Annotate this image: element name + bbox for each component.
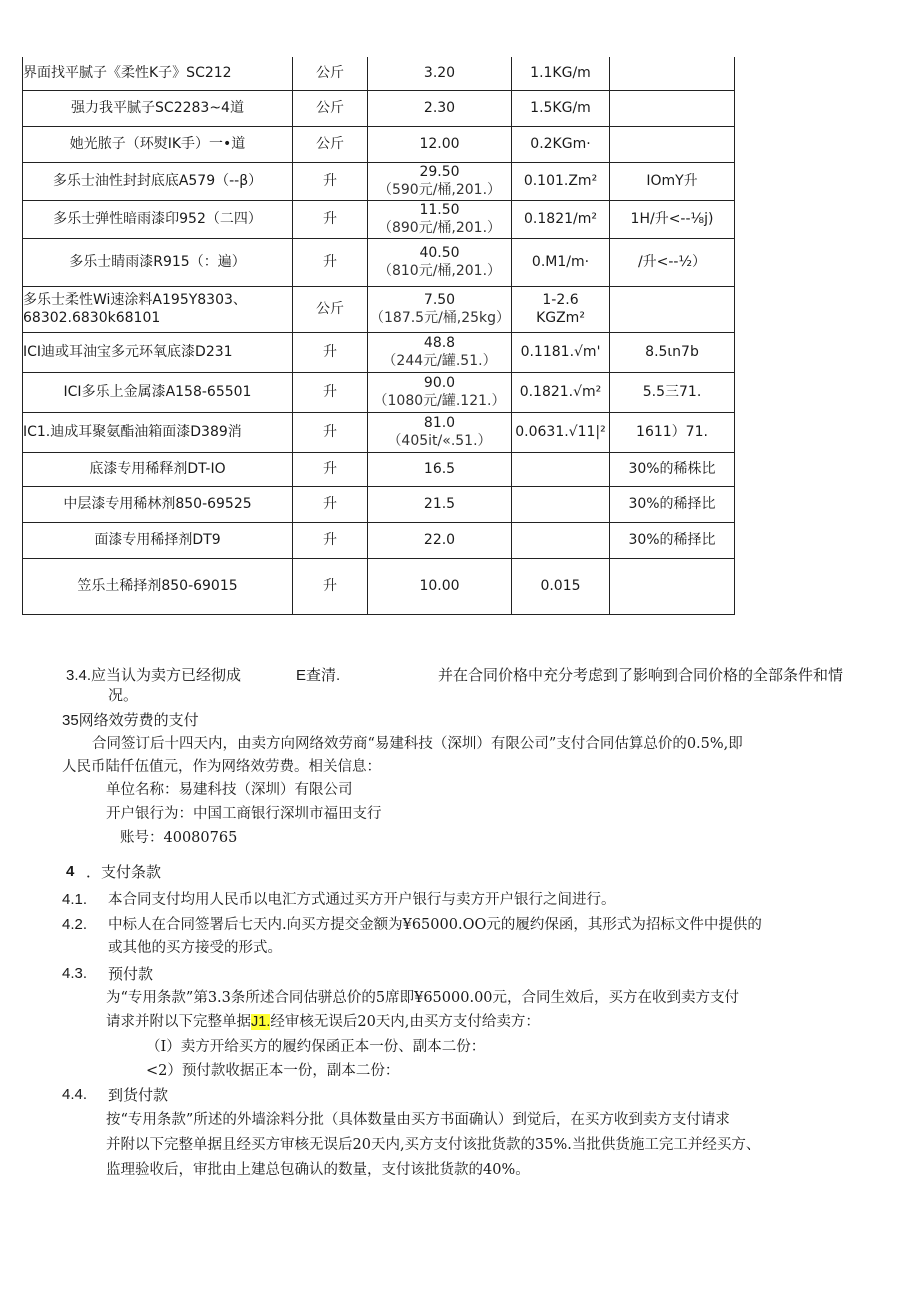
clause-4-4-text-line2: 并附以下完整单据且经买方审核无误后20天内,买方支付该批货款的35%.当批供货施工完工并经买方、 xyxy=(106,1137,761,1153)
price-package-note: （590元/桶,201.） xyxy=(377,182,502,198)
unit-value: 公斤 xyxy=(316,65,344,82)
note-value: 1H/升<--⅛j) xyxy=(630,211,714,227)
usage-value: 0.1181.√m' xyxy=(520,344,601,360)
clause-3-4-line2: 况。 xyxy=(108,687,139,704)
clause-4-4-title: 到货付款 xyxy=(108,1086,169,1104)
material-name-cell xyxy=(23,90,293,126)
material-name-cell xyxy=(23,452,293,486)
clause-4-3-title: 预付款 xyxy=(108,965,154,983)
price-cell xyxy=(368,412,512,452)
materials-price-table xyxy=(22,57,735,615)
table-row xyxy=(23,126,735,162)
unit-cell xyxy=(293,452,368,486)
unit-value: 升 xyxy=(323,173,337,189)
usage-value: 0.2KGm· xyxy=(530,136,591,152)
payee-unit-name: 单位名称：易建科技（深圳）有限公司 xyxy=(106,782,353,798)
unit-value: 升 xyxy=(323,344,337,360)
note-value: IOmY升 xyxy=(646,173,698,189)
table-row xyxy=(23,412,735,452)
price-package-note: （244元/罐.51.） xyxy=(382,353,497,369)
usage-cell xyxy=(512,372,610,412)
table-row xyxy=(23,200,735,238)
price-cell xyxy=(368,558,512,614)
unit-value: 升 xyxy=(323,532,337,548)
payee-account: 账号：40080765 xyxy=(120,830,238,846)
note-value: 30%的稀株比 xyxy=(628,461,716,477)
note-cell xyxy=(610,126,735,162)
usage-cell xyxy=(512,162,610,200)
material-name: 多乐士睛雨漆R915（：遍） xyxy=(69,254,246,270)
table-row xyxy=(23,558,735,614)
note-cell xyxy=(610,558,735,614)
usage-value-line2: KGZm² xyxy=(536,310,585,326)
unit-cell xyxy=(293,486,368,522)
price-cell xyxy=(368,486,512,522)
material-name: 底漆专用稀释剂DT-IO xyxy=(89,461,226,477)
usage-value: 0.M1/m· xyxy=(531,254,590,270)
price-value: 11.50 xyxy=(419,202,460,218)
price-package-note: （405it/«.51.） xyxy=(387,433,492,449)
unit-value: 升 xyxy=(323,211,337,227)
usage-cell xyxy=(512,238,610,286)
note-cell xyxy=(610,162,735,200)
price-package-note: （810元/桶,201.） xyxy=(377,263,502,279)
material-name-cell xyxy=(23,57,293,90)
material-name: 强力我平腻子SC2283~4道 xyxy=(71,100,244,116)
clause-4-2-number: 4.2. xyxy=(62,916,88,933)
material-name-cell xyxy=(23,286,293,332)
table-row xyxy=(23,162,735,200)
material-name: 中层漆专用稀林剂850-69525 xyxy=(63,496,252,512)
material-name: 多乐士柔性Wi速涂料A195Y8303、 xyxy=(23,292,247,308)
price-value: 29.50 xyxy=(419,164,460,180)
note-cell xyxy=(610,486,735,522)
unit-value: 升 xyxy=(323,461,337,477)
price-value: 48.8 xyxy=(423,335,456,351)
price-cell xyxy=(368,57,512,90)
unit-value: 升 xyxy=(323,424,337,440)
usage-cell xyxy=(512,126,610,162)
price-value: 10.00 xyxy=(419,578,460,594)
usage-cell xyxy=(512,522,610,558)
clause-3-4-line1c: 并在合同价格中充分考虑到了影响到合同价格的全部条件和情 xyxy=(438,667,844,684)
highlighted-text: J1. xyxy=(251,1014,271,1030)
unit-value: 公斤 xyxy=(316,136,344,152)
material-name: 面漆专用稀择剂DT9 xyxy=(94,532,221,548)
unit-cell xyxy=(293,162,368,200)
clause-4-4-text-line3: 监理验收后，审批由上建总包确认的数量，支付该批货款的40%。 xyxy=(106,1162,530,1178)
table-row xyxy=(23,90,735,126)
price-cell xyxy=(368,200,512,238)
price-package-note: （187.5元/桶,25kg） xyxy=(370,310,511,326)
price-cell xyxy=(368,126,512,162)
price-cell xyxy=(368,90,512,126)
price-cell xyxy=(368,522,512,558)
note-value: 30%的稀择比 xyxy=(628,496,716,512)
price-value: 12.00 xyxy=(419,136,460,152)
price-cell xyxy=(368,452,512,486)
price-value: 2.30 xyxy=(423,100,456,116)
clause-4-2-text-line2: 或其他的买方接受的形式。 xyxy=(108,940,282,956)
unit-cell xyxy=(293,522,368,558)
clause-4-3-number: 4.3. xyxy=(62,965,88,982)
note-value: 8.5ιn7b xyxy=(645,344,699,360)
unit-cell xyxy=(293,286,368,332)
material-name: 界面找平腻子《柔性K子》SC212 xyxy=(23,65,232,82)
usage-value: 0.1821/m² xyxy=(524,211,597,227)
table-row xyxy=(23,238,735,286)
usage-cell xyxy=(512,200,610,238)
price-value: 81.0 xyxy=(423,415,456,431)
material-name-cell xyxy=(23,558,293,614)
price-value: 7.50 xyxy=(423,292,456,308)
usage-cell xyxy=(512,90,610,126)
clause-4-3-text-line1: 为“专用条款”第3.3条所述合同估骈总价的5席即¥65000.00元，合同生效后，买方在收到卖方支付 xyxy=(106,990,740,1006)
clause-4-2-text-line1: 中标人在合同签署后七天内.向买方提交金额为¥65000.OO元的履约保函，其形式为招标文件中提供的 xyxy=(108,917,762,933)
usage-cell xyxy=(512,412,610,452)
section-4-title: ．支付条款 xyxy=(86,863,162,881)
price-value: 90.0 xyxy=(423,375,456,391)
material-name-cell xyxy=(23,522,293,558)
section-3-5-title: 35网络效劳费的支付 xyxy=(62,712,199,729)
material-name-cell xyxy=(23,412,293,452)
note-cell xyxy=(610,238,735,286)
price-cell xyxy=(368,162,512,200)
clause-4-1-number: 4.1. xyxy=(62,891,88,908)
material-name-cell xyxy=(23,126,293,162)
usage-value: 1.1KG/m xyxy=(530,65,591,82)
note-cell xyxy=(610,57,735,90)
unit-value: 公斤 xyxy=(316,301,344,317)
material-name: 多乐士油性封封底底A579（--β） xyxy=(52,173,263,189)
clause-4-3-item2: <2）预付款收据正本一份，副本二份： xyxy=(146,1063,400,1079)
material-name: ICI多乐上金属漆A158-65501 xyxy=(63,384,252,400)
material-name: IC1.迪成耳聚氨酯油箱面漆D389消 xyxy=(23,424,242,440)
clause-4-1-text: 本合同支付均用人民币以电汇方式通过买方开户银行与卖方开户银行之间进行。 xyxy=(108,892,616,908)
section-4-number: 4 xyxy=(66,863,75,880)
note-cell xyxy=(610,286,735,332)
price-cell xyxy=(368,372,512,412)
table-row xyxy=(23,332,735,372)
note-cell xyxy=(610,522,735,558)
clause-4-3-text-line2: 请求并附以下完整单据J1.经审核无误后20天内,由买方支付给卖方： xyxy=(106,1014,540,1030)
table-row xyxy=(23,522,735,558)
unit-value: 升 xyxy=(323,578,337,594)
unit-value: 升 xyxy=(323,384,337,400)
material-name-line2: 68302.6830k68101 xyxy=(23,310,161,326)
note-value: 1611）71. xyxy=(636,424,708,440)
price-cell xyxy=(368,238,512,286)
price-value: 22.0 xyxy=(423,532,456,548)
usage-cell xyxy=(512,286,610,332)
note-cell xyxy=(610,452,735,486)
unit-value: 升 xyxy=(323,254,337,270)
usage-cell xyxy=(512,452,610,486)
clause-3-4-line1a: 3.4.应当认为卖方已经彻成 xyxy=(66,667,242,684)
price-cell xyxy=(368,332,512,372)
material-name-cell xyxy=(23,162,293,200)
clause-4-4-text-line1: 按“专用条款”所述的外墙涂料分批（具体数量由买方书面确认）到觉后，在买方收到卖方支付请求 xyxy=(106,1112,730,1128)
unit-cell xyxy=(293,372,368,412)
price-cell xyxy=(368,286,512,332)
note-cell xyxy=(610,332,735,372)
section-3-5-para-line1: 合同签订后十四天内，由卖方向网络效劳商“易建科技（深圳）有限公司”支付合同估算总价的0.5%,即 xyxy=(92,736,743,752)
material-name: ICI迪或耳油宝多元环氧底漆D231 xyxy=(23,344,233,360)
price-value: 21.5 xyxy=(423,496,456,512)
unit-value: 公斤 xyxy=(316,100,344,116)
usage-cell xyxy=(512,332,610,372)
material-name-cell xyxy=(23,238,293,286)
price-value: 3.20 xyxy=(423,65,456,82)
table-row xyxy=(23,486,735,522)
material-name-cell xyxy=(23,332,293,372)
price-value: 40.50 xyxy=(419,245,460,261)
unit-cell xyxy=(293,126,368,162)
usage-cell xyxy=(512,486,610,522)
payee-bank: 开户银行为：中国工商银行深圳市福田支行 xyxy=(106,806,382,822)
usage-value: 0.015 xyxy=(540,578,581,594)
price-value: 16.5 xyxy=(423,461,456,477)
usage-value: 1-2.6 xyxy=(542,292,579,308)
usage-value: 1.5KG/m xyxy=(530,100,591,116)
note-cell xyxy=(610,372,735,412)
note-cell xyxy=(610,90,735,126)
note-value: 5.5三71. xyxy=(642,384,702,400)
usage-value: 0.1821.√m² xyxy=(519,384,602,400)
usage-value: 0.0631.√11|² xyxy=(515,424,606,440)
unit-value: 升 xyxy=(323,496,337,512)
unit-cell xyxy=(293,90,368,126)
note-cell xyxy=(610,200,735,238)
material-name-cell xyxy=(23,200,293,238)
price-package-note: （890元/桶,201.） xyxy=(377,220,502,236)
price-package-note: （1080元/罐.121.） xyxy=(373,393,506,409)
note-value: /升<--½） xyxy=(637,254,707,270)
table-row xyxy=(23,372,735,412)
material-name: 笠乐土稀择剂850-69015 xyxy=(77,578,238,594)
unit-cell xyxy=(293,412,368,452)
usage-cell xyxy=(512,558,610,614)
clause-3-4-line1b: E查清. xyxy=(296,667,341,684)
usage-value: 0.101.Zm² xyxy=(523,173,598,189)
section-3-5-para-line2: 人民币陆仟伍值元，作为网络效劳费。相关信息： xyxy=(62,759,381,775)
note-cell xyxy=(610,412,735,452)
usage-cell xyxy=(512,57,610,90)
unit-cell xyxy=(293,558,368,614)
material-name-cell xyxy=(23,372,293,412)
unit-cell xyxy=(293,200,368,238)
table-row xyxy=(23,286,735,332)
unit-cell xyxy=(293,332,368,372)
clause-4-3-item1: （I）卖方开给买方的履约保函正本一份、副本二份： xyxy=(146,1039,486,1055)
note-value: 30%的稀择比 xyxy=(628,532,716,548)
table-row xyxy=(23,452,735,486)
material-name: 她光脓子（环熨IK手）一•道 xyxy=(69,136,246,152)
clause-4-4-number: 4.4. xyxy=(62,1086,88,1103)
material-name-cell xyxy=(23,486,293,522)
unit-cell xyxy=(293,238,368,286)
material-name: 多乐士弹性暗雨漆印952（二四） xyxy=(53,211,262,227)
table-row xyxy=(23,57,735,90)
unit-cell xyxy=(293,57,368,90)
